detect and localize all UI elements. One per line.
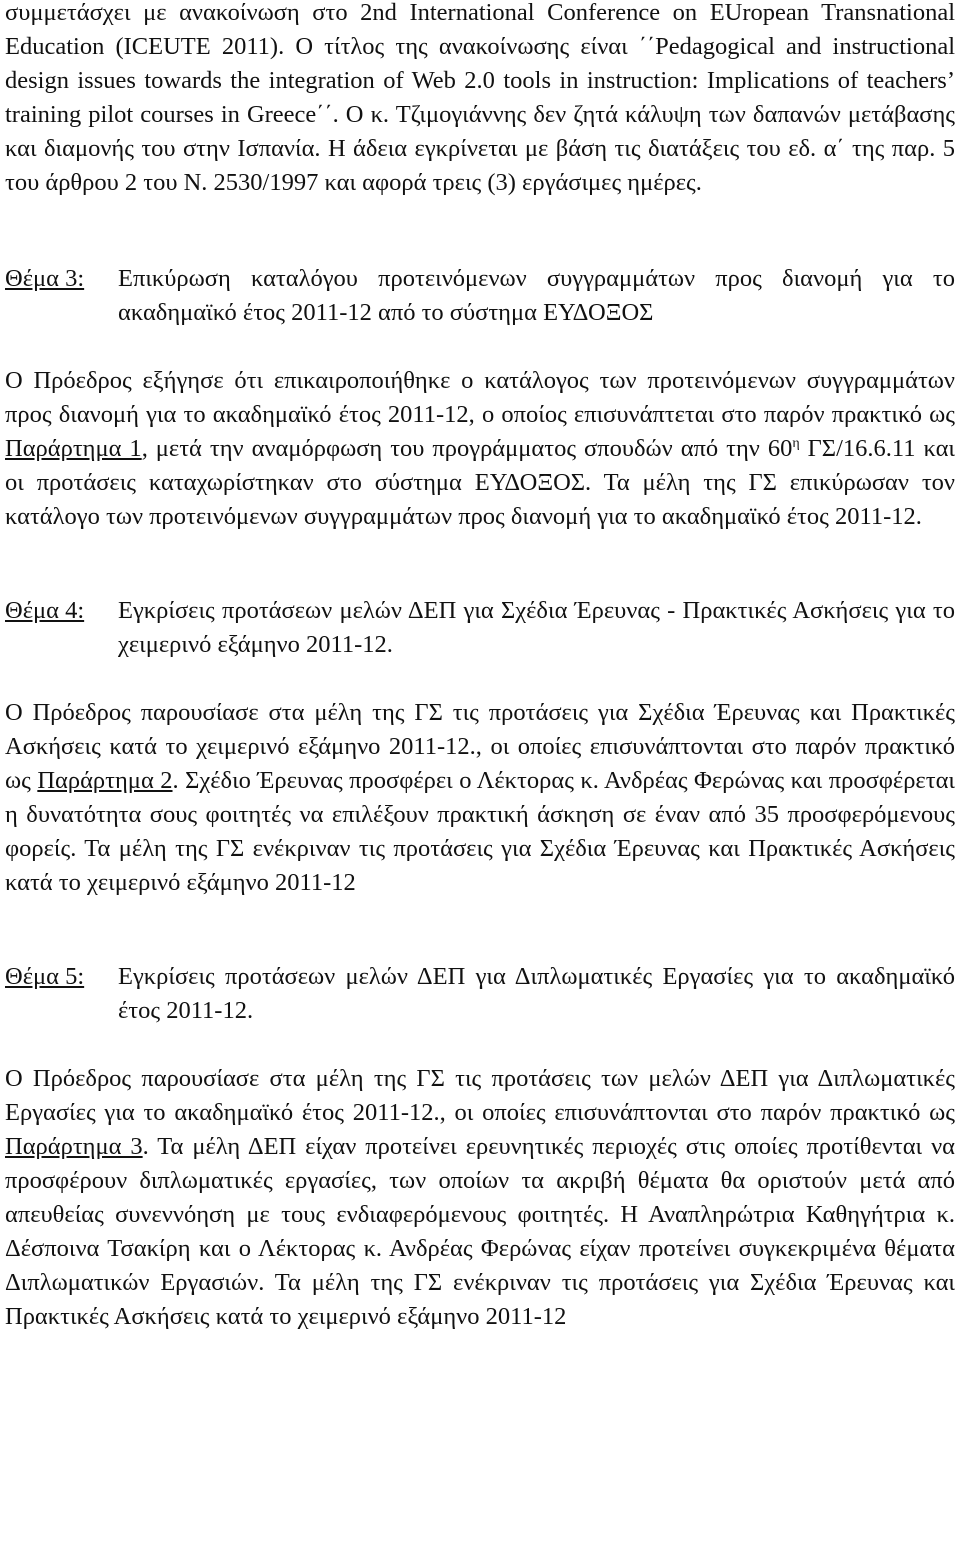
topic-3-text: Ο Πρόεδρος εξήγησε ότι επικαιροποιήθηκε ο κατάλογος των προτεινόμενων συγγραμμάτων προς διανομή για το ακαδημαϊκό έτος 2011-12, ο οποίος επισυνάπτεται στο παρόν πρακτικό ως (5, 367, 955, 428)
topic-4-heading (5, 594, 955, 662)
topic-5-body (5, 1062, 955, 1334)
intro-line: tools in instruction: Implications of teachers’ training pilot courses in Greece΄΄. Ο κ. (5, 67, 955, 128)
topic-4-label: Θέμα 4: (5, 597, 85, 624)
intro-line: Τζιμογιάννης δεν ζητά κάλυψη των δαπανών μετάβασης και διαμονής του στην (5, 101, 956, 162)
intro-line: Ισπανία. Η άδεια εγκρίνεται με βάση τις διατάξεις του εδ. α΄ της παρ. 5 του (5, 135, 955, 196)
intro-line: ΄΄Pedagogical and instructional design issues towards the integration of Web 2.0 (5, 33, 956, 94)
intro-line: συμμετάσχει με ανακοίνωση στο 2nd International Conference on EUropean (5, 0, 822, 26)
topic-4-title: Εγκρίσεις προτάσεων μελών ΔΕΠ για Σχέδια Έρευνας - Πρακτικές Ασκήσεις για το χειμερινό εξάμηνο 2011-12. (118, 597, 955, 658)
topic-3-text: ΓΣ/16.6.11 και οι προτάσεις καταχωρίστηκαν στο σύστημα ΕΥΔΟΞΟΣ. Τα μέλη της ΓΣ επικύρωσαν τον κατάλογο των προτεινόμενων συγγραμμάτων προς διανομή για το ακαδημαϊκό έτος 2011-12. (5, 435, 956, 530)
intro-line: Transnational Education (ICEUTE 2011). Ο τίτλος της ανακοίνωσης είναι (5, 0, 955, 60)
topic-5-title: Εγκρίσεις προτάσεων μελών ΔΕΠ για Διπλωματικές Εργασίες για το ακαδημαϊκό έτος 2011-12. (118, 963, 955, 1024)
topic-5-label: Θέμα 5: (5, 963, 85, 990)
topic-3-body (5, 364, 955, 534)
topic-5-text: . Τα μέλη ΔΕΠ είχαν προτείνει ερευνητικές περιοχές στις οποίες προτίθενται να προσφέρουν διπλωματικές εργασίες, των οποίων τα ακριβή θέματα θα οριστούν μετά από απευθείας συνεννόηση με τους ενδιαφερόμενους φοιτητές. Η Αναπληρώτρια Καθηγήτρια κ. Δέσποινα Τσακίρη και ο Λέκτορας κ. Ανδρέας Φερώνας είχαν προτείνει συγκεκριμένα θέματα Διπλωματικών Εργασιών. Τα μέλη της ΓΣ ενέκριναν τις προτάσεις για Σχέδια Έρευνας και Πρακτικές Ασκήσεις κατά το χειμερινό εξάμηνο 2011-12 (5, 1133, 955, 1330)
annex-2-link[interactable]: Παράρτημα 2 (37, 767, 173, 794)
topic-3-heading (5, 262, 955, 330)
annex-1-link[interactable]: Παράρτημα 1 (5, 435, 142, 462)
topic-4-body (5, 696, 955, 900)
document-page (5, 0, 955, 1334)
intro-line: άρθρου 2 του Ν. 2530/1997 και αφορά τρεις (3) εργάσιμες ημέρες. (45, 169, 702, 196)
annex-3-link[interactable]: Παράρτημα 3 (5, 1133, 143, 1160)
topic-4-text: Ο Πρόεδρος παρουσίασε στα μέλη της ΓΣ τις προτάσεις για Σχέδια Έρευνας και Πρακτικές Ασκήσεις κατά το χειμερινό εξάμηνο 2011-12., οι οποίες επισυνάπτονται στο παρόν πρακτικό ως (5, 699, 955, 794)
topic-3-label: Θέμα 3: (5, 265, 85, 292)
topic-4-text: . Σχέδιο Έρευνας προσφέρει ο Λέκτορας κ. Ανδρέας Φερώνας και προσφέρεται η δυνατότητα σους φοιτητές να επιλέξουν πρακτική άσκηση σε έναν από 35 προσφερόμενους φορείς. Τα μέλη της ΓΣ ενέκριναν τις προτάσεις για Σχέδια Έρευνας και Πρακτικές Ασκήσεις κατά το χειμερινό εξάμηνο 2011-12 (5, 767, 955, 896)
topic-5-text: Ο Πρόεδρος παρουσίασε στα μέλη της ΓΣ τις προτάσεις των μελών ΔΕΠ για Διπλωματικές Εργασίες για το ακαδημαϊκό έτος 2011-12., οι οποίες επισυνάπτονται στο παρόν πρακτικό ως (5, 1065, 955, 1126)
topic-3-title: Επικύρωση καταλόγου προτεινόμενων συγγραμμάτων προς διανομή για το ακαδημαϊκό έτος 2011-12 από το σύστημα ΕΥΔΟΞΟΣ (118, 265, 955, 326)
topic-3-text: , μετά την αναμόρφωση του προγράμματος σπουδών από την 60 (141, 435, 793, 462)
ordinal-superscript: η (792, 436, 800, 451)
topic-5-heading (5, 960, 955, 1028)
intro-paragraph (5, 0, 955, 200)
